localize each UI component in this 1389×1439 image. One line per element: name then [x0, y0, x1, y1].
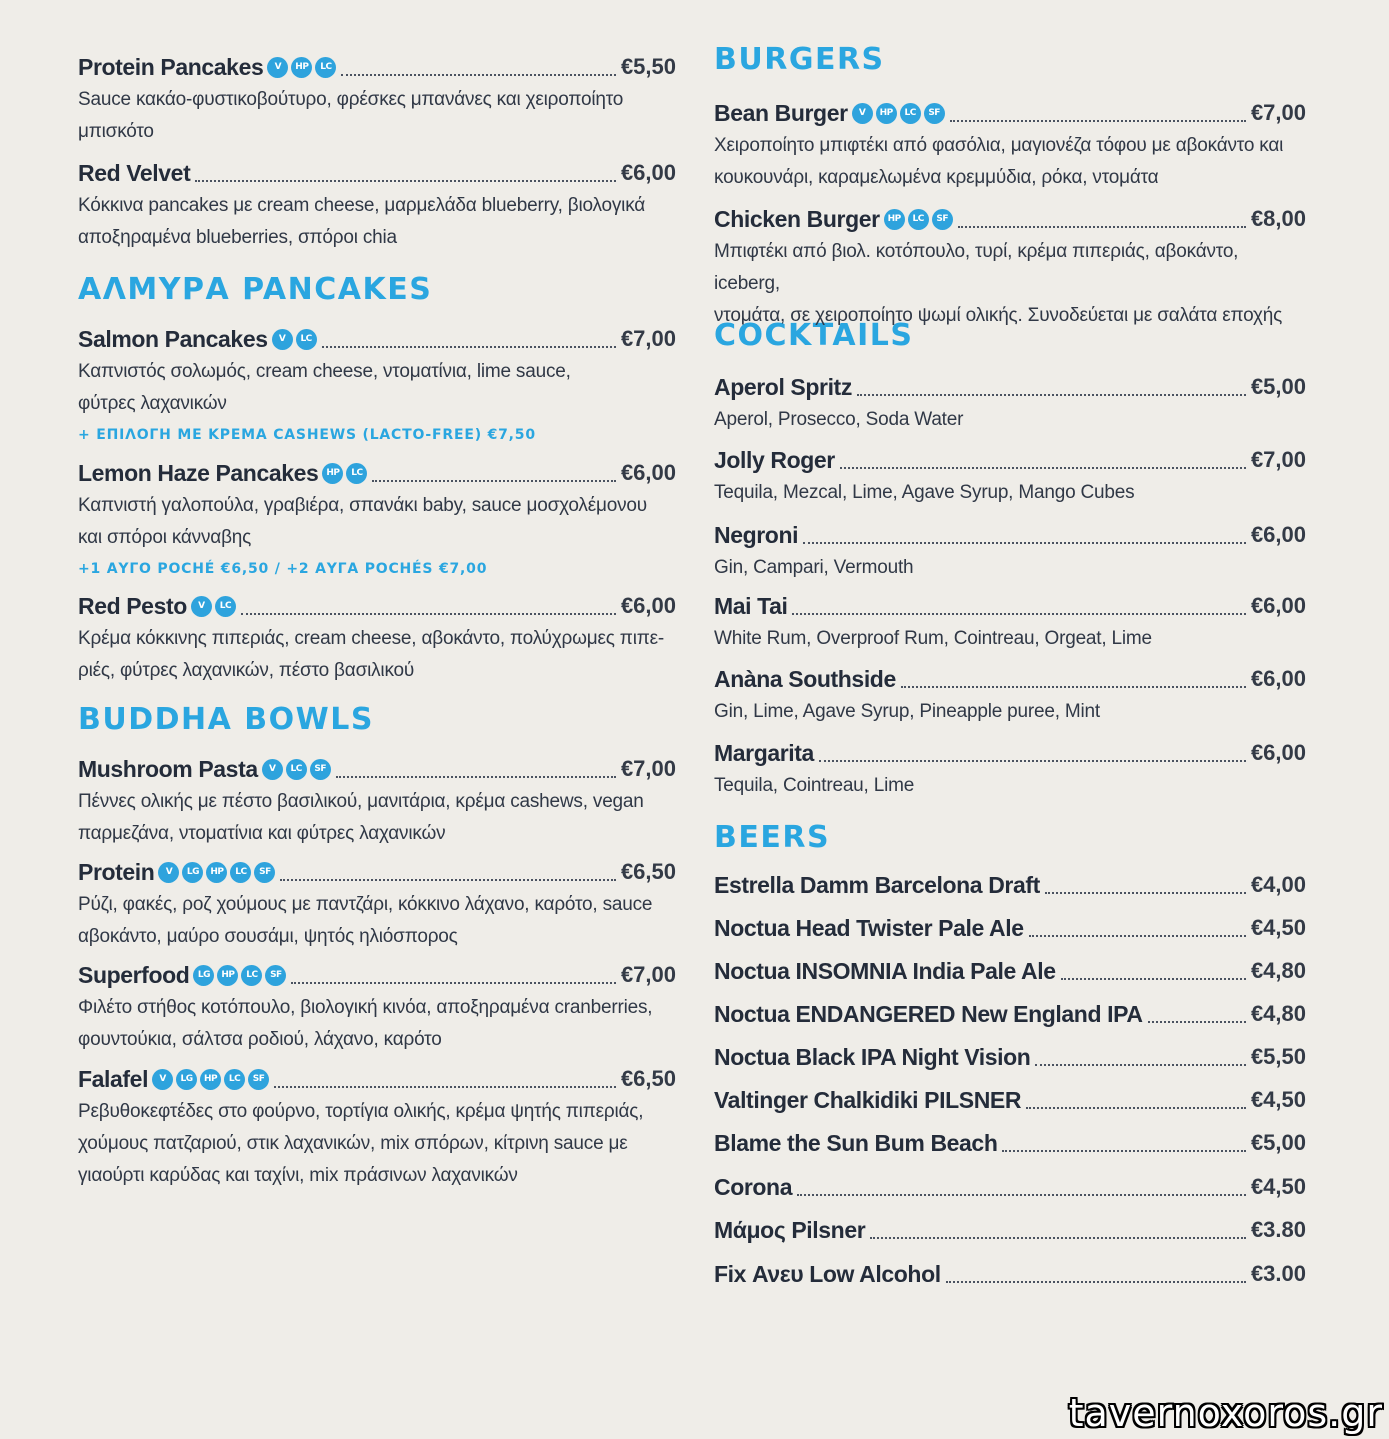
menu-item — [78, 50, 676, 148]
menu-item-row — [714, 1126, 1306, 1160]
dietary-badge-icon: V — [158, 862, 179, 883]
dietary-badge-icon: LC — [296, 329, 317, 350]
menu-item-description: αποξηραμένα blueberries, σπόροι chia — [78, 227, 397, 248]
dot-leader — [946, 1281, 1246, 1283]
menu-item-description: κουκουνάρι, καραμελωμένα κρεμμύδια, ρόκα, ντομάτα — [714, 167, 1159, 188]
menu-item-description: ντομάτα, σε χειροποίητο ψωμί ολικής. Συνοδεύεται με σαλάτα εποχής — [714, 305, 1283, 326]
menu-item-name: Mai Tai — [714, 592, 788, 619]
menu-item-price: €6,50 — [620, 1066, 676, 1091]
menu-item-price: €5,50 — [620, 54, 676, 79]
menu-item-description: φύτρες λαχανικών — [78, 393, 227, 414]
menu-item — [714, 911, 1306, 945]
menu-item — [78, 1062, 676, 1192]
dot-leader — [241, 613, 616, 615]
menu-item-row — [78, 855, 676, 889]
dot-leader — [322, 346, 616, 348]
menu-item-description: Gin, Campari, Vermouth — [714, 557, 914, 578]
menu-item — [78, 589, 676, 687]
menu-item-name: Protein — [78, 858, 155, 885]
dietary-badge-icon: HP — [200, 1069, 221, 1090]
menu-item — [78, 855, 676, 953]
menu-item-price: €5,00 — [1250, 1130, 1306, 1155]
dietary-badge-icon: LC — [286, 759, 307, 780]
section-heading-beers: BEERS — [714, 820, 831, 855]
dietary-badges — [272, 329, 317, 350]
menu-item-description: White Rum, Overproof Rum, Cointreau, Orgeat, Lime — [714, 628, 1152, 649]
dietary-badges — [152, 1069, 269, 1090]
menu-item-description: Πέννες ολικής με πέστο βασιλικού, μανιτάρια, κρέμα cashews, vegan — [78, 791, 644, 812]
menu-item-price: €4,50 — [1250, 1174, 1306, 1199]
dot-leader — [857, 394, 1246, 396]
menu-item-row — [714, 954, 1306, 988]
dietary-badge-icon: V — [272, 329, 293, 350]
menu-item-name: Bean Burger — [714, 99, 848, 126]
menu-item-description: αβοκάντο, μαύρο σουσάμι, ψητός ηλιόσπορος — [78, 926, 458, 947]
dot-leader — [291, 982, 616, 984]
menu-item-row — [714, 443, 1306, 477]
menu-item-price: €7,00 — [620, 326, 676, 351]
dietary-badge-icon: LC — [346, 463, 367, 484]
menu-item-name: Fix Ανευ Low Alcohol — [714, 1260, 941, 1287]
menu-item — [78, 156, 676, 254]
dietary-badge-icon: LC — [215, 596, 236, 617]
dietary-badge-icon: HP — [217, 965, 238, 986]
dietary-badges — [852, 103, 945, 124]
menu-item-price: €6,00 — [620, 160, 676, 185]
dot-leader — [1002, 1150, 1245, 1152]
dietary-badge-icon: LC — [224, 1069, 245, 1090]
dietary-badge-icon: LC — [315, 57, 336, 78]
menu-item — [714, 443, 1306, 509]
dietary-badges — [322, 463, 367, 484]
section-heading-cocktails: COCKTAILS — [714, 318, 914, 353]
dot-leader — [950, 120, 1246, 122]
menu-item-description: Καπνιστός σολωμός, cream cheese, ντοματίνια, lime sauce, — [78, 361, 571, 382]
menu-item-price: €6,00 — [1250, 666, 1306, 691]
menu-item-description: φουντούκια, σάλτσα ροδιού, λάχανο, καρότο — [78, 1029, 442, 1050]
menu-item-option: +1 ΑΥΓΟ POCHÉ €6,50 / +2 ΑΥΓΑ POCHÉS €7,00 — [78, 561, 488, 577]
dietary-badge-icon: LG — [176, 1069, 197, 1090]
dietary-badge-icon: HP — [291, 57, 312, 78]
menu-item-row — [714, 370, 1306, 404]
dietary-badge-icon: LC — [230, 862, 251, 883]
menu-item-name: Protein Pancakes — [78, 53, 264, 80]
dot-leader — [901, 686, 1246, 688]
dietary-badge-icon: SF — [248, 1069, 269, 1090]
menu-item-row — [714, 662, 1306, 696]
dietary-badges — [158, 862, 275, 883]
menu-item-name: Blame the Sun Bum Beach — [714, 1129, 998, 1156]
dot-leader — [870, 1237, 1246, 1239]
dietary-badge-icon: HP — [206, 862, 227, 883]
dietary-badge-icon: SF — [932, 209, 953, 230]
menu-item-name: Jolly Roger — [714, 446, 835, 473]
menu-item-price: €4,00 — [1250, 872, 1306, 897]
menu-item-description: χούμους πατζαριού, στικ λαχανικών, mix σπόρων, κίτρινη sauce με — [78, 1133, 628, 1154]
menu-item — [714, 954, 1306, 988]
menu-item — [78, 322, 676, 450]
dot-leader — [958, 226, 1246, 228]
menu-item-row — [78, 322, 676, 356]
menu-item-price: €5,00 — [1250, 374, 1306, 399]
menu-item-row — [714, 96, 1306, 130]
menu-item-name: Noctua Black IPA Night Vision — [714, 1043, 1031, 1070]
dietary-badges — [884, 209, 953, 230]
menu-item — [714, 662, 1306, 728]
menu-item — [714, 997, 1306, 1031]
menu-item-option: + ΕΠΙΛΟΓΗ ΜΕ ΚΡΕΜΑ CASHEWS (LACTO-FREE) €7,50 — [78, 427, 536, 443]
menu-item — [714, 589, 1306, 655]
menu-item — [714, 370, 1306, 436]
menu-item — [714, 96, 1306, 194]
menu-item-name: Falafel — [78, 1065, 149, 1092]
dietary-badge-icon: V — [267, 57, 288, 78]
menu-item — [78, 456, 676, 584]
dot-leader — [1029, 935, 1246, 937]
dot-leader — [274, 1086, 616, 1088]
dot-leader — [803, 542, 1246, 544]
menu-item-description: Καπνιστή γαλοπούλα, γραβιέρα, σπανάκι baby, sauce μοσχολέμονου — [78, 495, 647, 516]
menu-item-row — [78, 156, 676, 190]
dietary-badge-icon: V — [152, 1069, 173, 1090]
dot-leader — [1061, 978, 1246, 980]
menu-item-description: μπισκότο — [78, 121, 154, 142]
menu-item-price: €5,50 — [1250, 1044, 1306, 1069]
dietary-badge-icon: HP — [884, 209, 905, 230]
dietary-badge-icon: V — [262, 759, 283, 780]
dot-leader — [195, 180, 616, 182]
menu-item — [714, 1126, 1306, 1160]
menu-item-description: Ρεβυθοκεφτέδες στο φούρνο, τορτίγια ολικής, κρέμα ψητής πιπεριάς, — [78, 1101, 644, 1122]
dietary-badge-icon: SF — [254, 862, 275, 883]
dot-leader — [1026, 1107, 1246, 1109]
menu-item-price: €7,00 — [620, 756, 676, 781]
menu-item-row — [714, 1170, 1306, 1204]
dietary-badges — [262, 759, 331, 780]
menu-item-price: €3.00 — [1250, 1261, 1306, 1286]
menu-item-row — [714, 736, 1306, 770]
menu-item-row — [714, 1213, 1306, 1247]
menu-item-name: Noctua INSOMNIA India Pale Ale — [714, 957, 1056, 984]
dietary-badges — [267, 57, 336, 78]
dot-leader — [1148, 1021, 1246, 1023]
menu-item-description: Κόκκινα pancakes με cream cheese, μαρμελάδα blueberry, βιολογικά — [78, 195, 646, 216]
section-heading-burgers: BURGERS — [714, 42, 885, 77]
menu-item-name: Negroni — [714, 521, 799, 548]
dot-leader — [1045, 892, 1246, 894]
menu-item-price: €7,00 — [1250, 447, 1306, 472]
menu-item-price: €6,00 — [1250, 740, 1306, 765]
dietary-badge-icon: HP — [876, 103, 897, 124]
menu-item-row — [78, 456, 676, 490]
menu-item-description: Φιλέτο στήθος κοτόπουλο, βιολογική κινόα, αποξηραμένα cranberries, — [78, 997, 653, 1018]
dot-leader — [792, 613, 1245, 615]
menu-item — [78, 958, 676, 1056]
dietary-badges — [193, 965, 286, 986]
dietary-badge-icon: LG — [182, 862, 203, 883]
menu-item-name: Salmon Pancakes — [78, 325, 268, 352]
menu-item-row — [78, 752, 676, 786]
menu-item-name: Valtinger Chalkidiki PILSNER — [714, 1086, 1022, 1113]
menu-item-description: Μπιφτέκι από βιολ. κοτόπουλο, τυρί, κρέμα πιπεριάς, αβοκάντο, iceberg, — [714, 241, 1239, 294]
menu-item-row — [78, 1062, 676, 1096]
dietary-badges — [191, 596, 236, 617]
menu-item-description: Ρύζι, φακές, ροζ χούμους με παντζάρι, κόκκινο λάχανο, καρότο, sauce — [78, 894, 653, 915]
menu-item-name: Red Pesto — [78, 592, 187, 619]
menu-item-row — [714, 1257, 1306, 1291]
menu-item — [714, 1170, 1306, 1204]
dot-leader — [797, 1194, 1246, 1196]
menu-item-name: Μάμος Pilsner — [714, 1216, 866, 1243]
menu-item-price: €8,00 — [1250, 206, 1306, 231]
menu-item — [714, 1040, 1306, 1074]
menu-item-price: €6,50 — [620, 859, 676, 884]
menu-item-price: €6,00 — [620, 593, 676, 618]
dietary-badge-icon: HP — [322, 463, 343, 484]
menu-item — [714, 868, 1306, 902]
menu-item — [714, 1083, 1306, 1117]
dietary-badge-icon: SF — [265, 965, 286, 986]
dietary-badge-icon: LC — [241, 965, 262, 986]
menu-item — [78, 752, 676, 850]
menu-item-price: €4,80 — [1250, 1001, 1306, 1026]
menu-item-row — [714, 202, 1306, 236]
dietary-badge-icon: LG — [193, 965, 214, 986]
menu-item-row — [714, 868, 1306, 902]
menu-item-price: €4,80 — [1250, 958, 1306, 983]
menu-item-row — [78, 589, 676, 623]
menu-item-price: €7,00 — [620, 962, 676, 987]
menu-item-price: €6,00 — [1250, 593, 1306, 618]
menu-item-row — [714, 1040, 1306, 1074]
dot-leader — [280, 879, 616, 881]
menu-item — [714, 202, 1306, 332]
menu-item-description: Aperol, Prosecco, Soda Water — [714, 409, 964, 430]
menu-item-description: Tequila, Mezcal, Lime, Agave Syrup, Mango Cubes — [714, 482, 1135, 503]
menu-item-name: Corona — [714, 1173, 793, 1200]
menu-item-row — [714, 518, 1306, 552]
menu-item-description: Tequila, Cointreau, Lime — [714, 775, 915, 796]
menu-item-price: €6,00 — [620, 460, 676, 485]
dietary-badge-icon: LC — [908, 209, 929, 230]
menu-item-name: Noctua ENDANGERED New England IPA — [714, 1000, 1143, 1027]
menu-item — [714, 1213, 1306, 1247]
menu-item-description: Χειροποίητο μπιφτέκι από φασόλια, μαγιονέζα τόφου με αβοκάντο και — [714, 135, 1284, 156]
dot-leader — [336, 776, 616, 778]
menu-item-name: Margarita — [714, 739, 814, 766]
menu-item-price: €4,50 — [1250, 915, 1306, 940]
menu-item — [714, 736, 1306, 802]
menu-item — [714, 1257, 1306, 1291]
dot-leader — [819, 760, 1246, 762]
dietary-badge-icon: SF — [310, 759, 331, 780]
menu-item-price: €3.80 — [1250, 1217, 1306, 1242]
menu-item-name: Red Velvet — [78, 159, 191, 186]
dot-leader — [341, 74, 616, 76]
menu-item-price: €7,00 — [1250, 100, 1306, 125]
menu-item-description: γιαούρτι καρύδας και ταχίνι, mix πράσινων λαχανικών — [78, 1165, 518, 1186]
menu-item-description: Gin, Lime, Agave Syrup, Pineapple puree, Mint — [714, 701, 1101, 722]
menu-item-price: €4,50 — [1250, 1087, 1306, 1112]
menu-item-description: παρμεζάνα, ντοματίνια και φύτρες λαχανικών — [78, 823, 446, 844]
dietary-badge-icon: SF — [924, 103, 945, 124]
dot-leader — [372, 480, 616, 482]
menu-item-name: Aperol Spritz — [714, 373, 852, 400]
dot-leader — [1035, 1064, 1246, 1066]
menu-item — [714, 518, 1306, 584]
menu-item-row — [714, 1083, 1306, 1117]
menu-item-name: Superfood — [78, 961, 190, 988]
dietary-badge-icon: LC — [900, 103, 921, 124]
menu-item-description: ριές, φύτρες λαχανικών, πέστο βασιλικού — [78, 660, 415, 681]
menu-item-description: Κρέμα κόκκινης πιπεριάς, cream cheese, αβοκάντο, πολύχρωμες πιπε- — [78, 628, 665, 649]
menu-item-price: €6,00 — [1250, 522, 1306, 547]
menu-item-name: Estrella Damm Barcelona Draft — [714, 871, 1040, 898]
menu-item-row — [714, 911, 1306, 945]
menu-item-row — [78, 50, 676, 84]
section-heading-savory-pancakes: ΑΛΜΥΡΑ PANCAKES — [78, 272, 433, 307]
dietary-badge-icon: V — [852, 103, 873, 124]
watermark: tavernoxoros.gr — [1068, 1391, 1383, 1435]
menu-item-name: Anàna Southside — [714, 665, 896, 692]
section-heading-buddha-bowls: BUDDHA BOWLS — [78, 702, 374, 737]
menu-item-name: Lemon Haze Pancakes — [78, 459, 319, 486]
menu-item-description: Sauce κακάο-φυστικοβούτυρο, φρέσκες μπανάνες και χειροποίητο — [78, 89, 624, 110]
menu-item-name: Noctua Head Twister Pale Ale — [714, 914, 1024, 941]
menu-item-row — [714, 997, 1306, 1031]
menu-item-name: Mushroom Pasta — [78, 755, 258, 782]
dietary-badge-icon: V — [191, 596, 212, 617]
menu-item-name: Chicken Burger — [714, 205, 880, 232]
menu-item-row — [78, 958, 676, 992]
menu-item-row — [714, 589, 1306, 623]
dot-leader — [840, 467, 1246, 469]
menu-item-description: και σπόροι κάνναβης — [78, 527, 252, 548]
